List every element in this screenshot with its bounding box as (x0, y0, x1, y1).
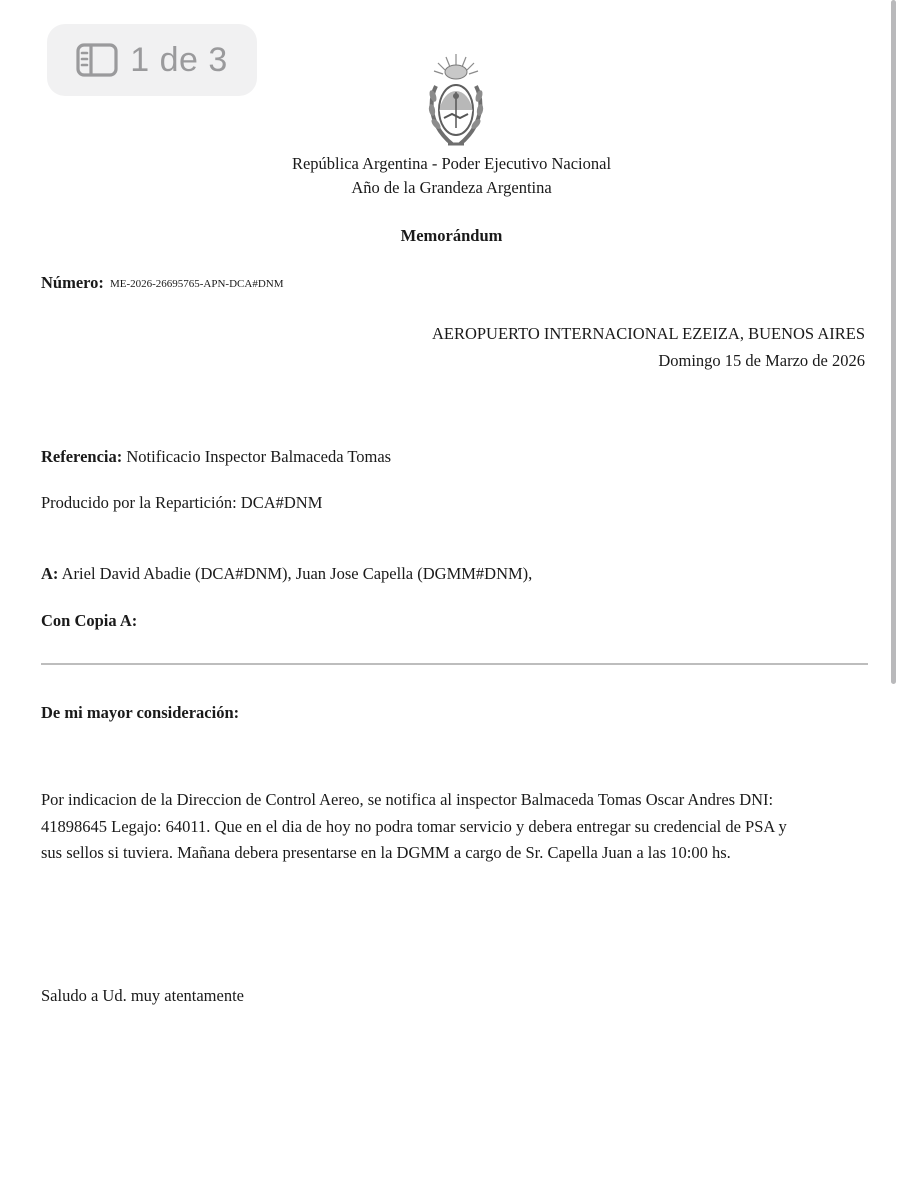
document-date: Domingo 15 de Marzo de 2026 (658, 351, 865, 370)
memo-body-line-2: 41898645 Legajo: 64011. Que en el dia de hoy no podra tomar servicio y debera entregar su credencial de PSA y (41, 816, 787, 836)
cc-label: Con Copia A: (41, 611, 138, 630)
sidebar-panel-icon (76, 43, 118, 77)
closing: Saludo a Ud. muy atentamente (41, 986, 244, 1005)
reference-value: Notificacio Inspector Balmaceda Tomas (126, 447, 392, 466)
document-type-title: Memorándum (400, 226, 503, 245)
recipients-label: A: (41, 564, 59, 583)
recipients-row (41, 564, 532, 584)
page-indicator-label: 1 de 3 (130, 40, 228, 79)
document-number-label: Número: (41, 273, 104, 292)
greeting: De mi mayor consideración: (41, 703, 240, 722)
reference-row (41, 447, 391, 467)
produced-by: Producido por la Repartición: DCA#DNM (41, 493, 323, 512)
reference-label: Referencia: (41, 447, 123, 466)
recipients-value: Ariel David Abadie (DCA#DNM), Juan Jose Capella (DGMM#DNM), (61, 564, 533, 583)
scrollbar[interactable] (891, 0, 896, 684)
memo-body-line-3: sus sellos si tuviera. Mañana debera presentarse en la DGMM a cargo de Sr. Capella Juan a las 10:00 hs. (41, 843, 731, 862)
header-line-2: Año de la Grandeza Argentina (351, 178, 552, 197)
divider (41, 663, 868, 665)
document-place: AEROPUERTO INTERNACIONAL EZEIZA, BUENOS AIRES (431, 324, 865, 343)
document-number-row (41, 273, 284, 293)
page-indicator[interactable] (47, 24, 257, 96)
header-line-1: República Argentina - Poder Ejecutivo Nacional (291, 154, 612, 173)
argentina-coat-of-arms-icon (422, 52, 490, 152)
memo-body-line-1: Por indicacion de la Direccion de Control Aereo, se notifica al inspector Balmaceda Tomas Oscar Andres DNI: (41, 790, 774, 809)
document-number-value: ME-2026-26695765-APN-DCA#DNM (109, 278, 284, 290)
memo-body (41, 787, 871, 867)
